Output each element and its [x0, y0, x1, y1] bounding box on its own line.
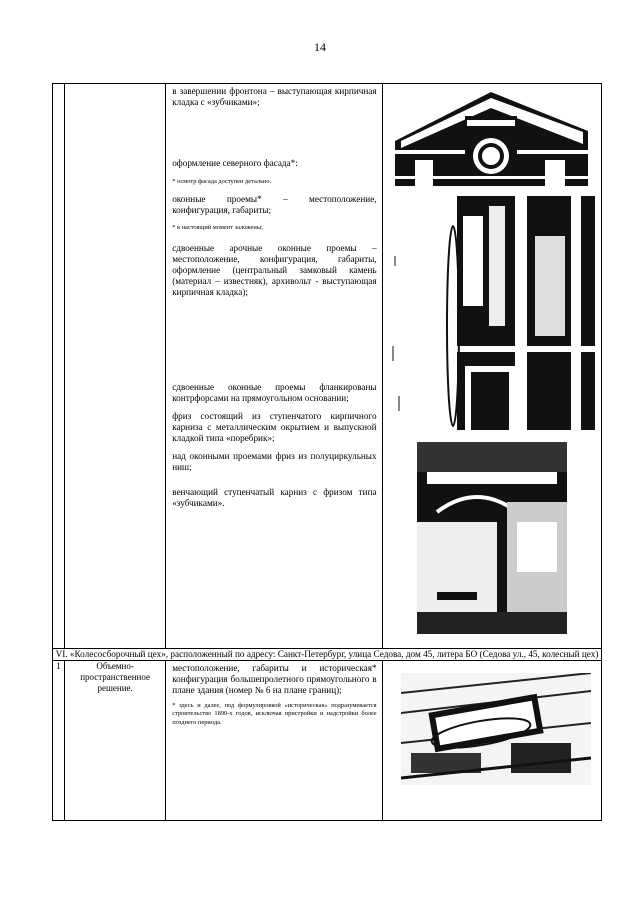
table-row [53, 661, 602, 821]
footnote: * осмотр фасада доступен детально. [172, 178, 272, 185]
section-heading-row [53, 649, 602, 661]
description-cell [166, 661, 382, 821]
list-item: сдвоенные оконные проемы фланкированы контрфорсами на прямоугольном основании; [172, 381, 377, 403]
site-plan-photo [401, 673, 591, 785]
decision-cell: Объемно-пространственное решение. [65, 661, 166, 821]
document-table [52, 83, 602, 821]
list-item: в завершении фронтона – выступающая кирпичная кладка с «зубчиками»; [172, 86, 377, 107]
footnote: * здесь и далее, под формулировкой «историческая» подразумевается строительство 1890-х годов, исключая пристройки и надстройки более позднего периода. [172, 702, 377, 726]
section-heading: VI. «Колесосборочный цех», расположенный по адресу: Санкт-Петербург, улица Седова, дом 45, литера БО (Седова ул., 45, колесный цех) [53, 649, 602, 661]
list-item: местоположение, габариты и историческая* конфигурация большепролетного прямоугольного в плане здания (номер № 6 на плане границ); [172, 663, 377, 695]
frieze-photo [417, 442, 567, 634]
pediment-photo [395, 86, 588, 186]
table-row [53, 84, 602, 649]
list-item: венчающий ступенчатый карниз с фризом типа «зубчиками». [172, 486, 377, 508]
list-item: над оконными проемами фриз из полуциркульных ниш; [172, 450, 377, 472]
number-cell [53, 84, 65, 649]
list-item: оформление северного фасада*: [172, 158, 298, 168]
footnote: * в настоящий момент заложены; [172, 224, 263, 232]
list-item: фриз состоящий из ступенчатого кирпичного карниза с металлическим окрытием и выпускной кладкой типа «поребрик»; [172, 410, 377, 443]
decision-cell [65, 84, 166, 649]
photo-cell [382, 661, 601, 821]
north-facade-photo [385, 196, 595, 430]
photo-cell [382, 84, 601, 649]
row-number: 1 [53, 661, 65, 821]
page-number: 14 [314, 40, 326, 54]
list-item: оконные проемы* – местоположение, конфигурация, габариты; [172, 194, 377, 216]
description-cell [166, 84, 382, 649]
list-item: сдвоенные арочные оконные проемы – местоположение, конфигурация, габариты, оформление (центральный замковый камень (материал – известняк), архивольт - выступающая кирпичная кладка); [172, 242, 377, 297]
